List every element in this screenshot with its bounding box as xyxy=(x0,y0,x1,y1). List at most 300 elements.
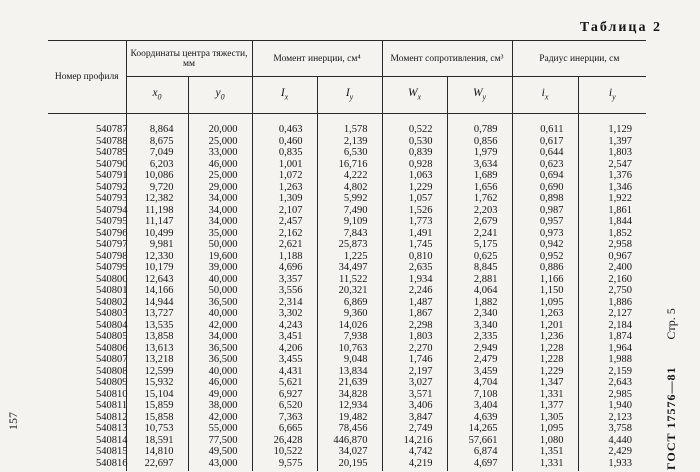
value-cell: 0,942 xyxy=(512,239,578,251)
value-cell: 3,406 xyxy=(382,400,447,412)
table-row xyxy=(48,435,646,447)
profile-number-cell: 540807 xyxy=(96,354,128,365)
value-cell: 1,803 xyxy=(382,331,447,343)
profile-number-cell: 540791 xyxy=(96,170,128,181)
value-cell: 7,108 xyxy=(447,389,512,401)
value-cell: 1,491 xyxy=(382,228,447,240)
table-row xyxy=(48,193,646,205)
value-cell: 1,129 xyxy=(578,124,646,136)
value-cell: 0,898 xyxy=(512,193,578,205)
table-row xyxy=(48,366,646,378)
value-cell: 2,749 xyxy=(382,423,447,435)
value-cell: 2,314 xyxy=(252,297,317,309)
header-wx: $W_x$ xyxy=(382,77,447,114)
value-cell: 1,263 xyxy=(512,308,578,320)
value-cell: 1,095 xyxy=(512,297,578,309)
value-cell: 4,704 xyxy=(447,377,512,389)
value-cell: 4,431 xyxy=(252,366,317,378)
value-cell: 40,000 xyxy=(188,274,252,286)
value-cell: 7,363 xyxy=(252,412,317,424)
value-cell: 1,228 xyxy=(512,343,578,355)
value-cell: 1,886 xyxy=(578,297,646,309)
value-cell: 1,080 xyxy=(512,435,578,447)
page-number: 157 xyxy=(6,412,20,430)
value-cell: 1,922 xyxy=(578,193,646,205)
value-cell: 20,195 xyxy=(317,458,382,471)
table-row xyxy=(48,251,646,263)
value-cell: 10,086 xyxy=(126,170,188,182)
value-cell: 0,856 xyxy=(447,136,512,148)
value-cell: 1,236 xyxy=(512,331,578,343)
value-cell: 1,228 xyxy=(512,354,578,366)
value-cell: 0,957 xyxy=(512,216,578,228)
value-cell: 38,000 xyxy=(188,400,252,412)
profile-number-cell: 540789 xyxy=(96,147,128,158)
value-cell: 1,150 xyxy=(512,285,578,297)
value-cell: 39,000 xyxy=(188,262,252,274)
value-cell: 4,696 xyxy=(252,262,317,274)
value-cell: 0,522 xyxy=(382,124,447,136)
header-y0: $y_0$ xyxy=(188,77,252,114)
value-cell: 2,679 xyxy=(447,216,512,228)
value-cell: 2,335 xyxy=(447,331,512,343)
value-cell: 0,952 xyxy=(512,251,578,263)
value-cell: 9,720 xyxy=(126,182,188,194)
gost-number: ГОСТ 17576—81 xyxy=(664,366,678,470)
value-cell: 46,000 xyxy=(188,159,252,171)
profile-number-cell: 540794 xyxy=(96,204,128,216)
profile-number-cell: 540788 xyxy=(96,135,128,147)
header-inertia: Момент инерции, см⁴ xyxy=(252,41,382,77)
value-cell: 10,763 xyxy=(317,343,382,355)
value-cell: 4,742 xyxy=(382,446,447,458)
value-cell: 0,690 xyxy=(512,182,578,194)
value-cell: 2,429 xyxy=(578,446,646,458)
value-cell: 34,497 xyxy=(317,262,382,274)
value-cell: 34,000 xyxy=(188,193,252,205)
value-cell: 8,675 xyxy=(126,136,188,148)
profile-number-cell: 540806 xyxy=(96,342,128,354)
value-cell: 0,886 xyxy=(512,262,578,274)
value-cell: 11,198 xyxy=(126,205,188,217)
profile-number-cell: 540804 xyxy=(96,319,128,331)
value-cell: 7,490 xyxy=(317,205,382,217)
value-cell: 36,500 xyxy=(188,354,252,366)
value-cell: 4,440 xyxy=(578,435,646,447)
value-cell: 1,746 xyxy=(382,354,447,366)
value-cell: 5,175 xyxy=(447,239,512,251)
header-nomer: Номер профиля xyxy=(48,41,126,114)
value-cell: 2,340 xyxy=(447,308,512,320)
profile-number-cell: 540795 xyxy=(96,216,128,227)
value-cell: 2,881 xyxy=(447,274,512,286)
value-cell: 11,522 xyxy=(317,274,382,286)
profile-number-cell: 540809 xyxy=(96,377,128,388)
value-cell: 1,351 xyxy=(512,446,578,458)
value-cell: 10,499 xyxy=(126,228,188,240)
value-cell: 13,613 xyxy=(126,343,188,355)
value-cell: 2,162 xyxy=(252,228,317,240)
value-cell: 34,027 xyxy=(317,446,382,458)
value-cell: 0,623 xyxy=(512,159,578,171)
value-cell: 16,716 xyxy=(317,159,382,171)
value-cell: 1,229 xyxy=(512,366,578,378)
value-cell: 2,107 xyxy=(252,205,317,217)
value-cell: 2,197 xyxy=(382,366,447,378)
value-cell: 7,938 xyxy=(317,331,382,343)
value-cell: 19,482 xyxy=(317,412,382,424)
value-cell: 2,241 xyxy=(447,228,512,240)
header-ix: $I_x$ xyxy=(252,77,317,114)
table-row xyxy=(48,423,646,435)
value-cell: 4,639 xyxy=(447,412,512,424)
value-cell: 4,064 xyxy=(447,285,512,297)
value-cell: 1,882 xyxy=(447,297,512,309)
value-cell: 33,000 xyxy=(188,147,252,159)
value-cell: 42,000 xyxy=(188,320,252,332)
value-cell: 25,873 xyxy=(317,239,382,251)
value-cell: 2,298 xyxy=(382,320,447,332)
value-cell: 36,500 xyxy=(188,343,252,355)
value-cell: 8,864 xyxy=(126,124,188,136)
table-body xyxy=(48,114,646,471)
value-cell: 34,000 xyxy=(188,216,252,228)
value-cell: 34,828 xyxy=(317,389,382,401)
value-cell: 2,160 xyxy=(578,274,646,286)
value-cell: 18,591 xyxy=(126,435,188,447)
value-cell: 11,147 xyxy=(126,216,188,228)
value-cell: 1,745 xyxy=(382,239,447,251)
profile-number-cell: 540799 xyxy=(96,262,128,273)
value-cell: 2,635 xyxy=(382,262,447,274)
value-cell: 55,000 xyxy=(188,423,252,435)
value-cell: 10,522 xyxy=(252,446,317,458)
value-cell: 1,397 xyxy=(578,136,646,148)
value-cell: 1,001 xyxy=(252,159,317,171)
value-cell: 2,985 xyxy=(578,389,646,401)
header-iy: $I_y$ xyxy=(317,77,382,114)
value-cell: 1,188 xyxy=(252,251,317,263)
value-cell: 78,456 xyxy=(317,423,382,435)
value-cell: 9,575 xyxy=(252,458,317,471)
value-cell: 25,000 xyxy=(188,170,252,182)
value-cell: 1,377 xyxy=(512,400,578,412)
header-ry: $i_y$ xyxy=(578,77,646,114)
value-cell: 10,179 xyxy=(126,262,188,274)
value-cell: 1,309 xyxy=(252,193,317,205)
table-row xyxy=(48,159,646,171)
value-cell: 1,762 xyxy=(447,193,512,205)
value-cell: 0,625 xyxy=(447,251,512,263)
value-cell: 1,964 xyxy=(578,343,646,355)
value-cell: 3,357 xyxy=(252,274,317,286)
value-cell: 4,243 xyxy=(252,320,317,332)
value-cell: 3,451 xyxy=(252,331,317,343)
value-cell: 20,321 xyxy=(317,285,382,297)
value-cell: 9,048 xyxy=(317,354,382,366)
table-row xyxy=(48,320,646,332)
profile-number-cell: 540796 xyxy=(96,227,128,239)
value-cell: 19,600 xyxy=(188,251,252,263)
profile-number-cell: 540797 xyxy=(96,239,128,250)
value-cell: 6,927 xyxy=(252,389,317,401)
profile-number-cell: 540805 xyxy=(96,331,128,342)
value-cell: 40,000 xyxy=(188,366,252,378)
value-cell: 2,479 xyxy=(447,354,512,366)
value-cell: 43,000 xyxy=(188,458,252,471)
value-cell: 1,844 xyxy=(578,216,646,228)
value-cell: 1,803 xyxy=(578,147,646,159)
value-cell: 2,246 xyxy=(382,285,447,297)
value-cell: 3,571 xyxy=(382,389,447,401)
profile-number-cell: 540815 xyxy=(96,446,128,457)
table-row xyxy=(48,297,646,309)
value-cell: 1,773 xyxy=(382,216,447,228)
value-cell: 1,933 xyxy=(578,458,646,471)
profile-number-cell: 540803 xyxy=(96,308,128,319)
value-cell: 3,459 xyxy=(447,366,512,378)
value-cell: 2,457 xyxy=(252,216,317,228)
value-cell: 1,656 xyxy=(447,182,512,194)
table-row xyxy=(48,377,646,389)
header-resistance: Момент сопротивления, см³ xyxy=(382,41,512,77)
gost-side-label xyxy=(664,308,679,470)
table-row xyxy=(48,400,646,412)
value-cell: 1,934 xyxy=(382,274,447,286)
value-cell: 6,874 xyxy=(447,446,512,458)
profile-number-cell: 540816 xyxy=(96,458,128,470)
value-cell: 14,265 xyxy=(447,423,512,435)
value-cell: 2,203 xyxy=(447,205,512,217)
value-cell: 2,184 xyxy=(578,320,646,332)
value-cell: 12,382 xyxy=(126,193,188,205)
value-cell: 2,270 xyxy=(382,343,447,355)
value-cell: 9,109 xyxy=(317,216,382,228)
value-cell: 3,455 xyxy=(252,354,317,366)
profile-number-cell: 540801 xyxy=(96,285,128,296)
value-cell: 46,000 xyxy=(188,377,252,389)
value-cell: 14,944 xyxy=(126,297,188,309)
value-cell: 0,967 xyxy=(578,251,646,263)
value-cell: 2,123 xyxy=(578,412,646,424)
value-cell: 0,617 xyxy=(512,136,578,148)
profile-number-cell: 540790 xyxy=(96,158,128,170)
value-cell: 7,049 xyxy=(126,147,188,159)
value-cell: 13,834 xyxy=(317,366,382,378)
value-cell: 8,845 xyxy=(447,262,512,274)
value-cell: 2,621 xyxy=(252,239,317,251)
value-cell: 13,218 xyxy=(126,354,188,366)
value-cell: 2,139 xyxy=(317,136,382,148)
table-row xyxy=(48,205,646,217)
value-cell: 2,159 xyxy=(578,366,646,378)
value-cell: 0,839 xyxy=(382,147,447,159)
value-cell: 2,127 xyxy=(578,308,646,320)
page-ref: Стр. 5 xyxy=(664,308,678,340)
table-row xyxy=(48,147,646,159)
value-cell: 1,166 xyxy=(512,274,578,286)
value-cell: 9,360 xyxy=(317,308,382,320)
value-cell: 1,861 xyxy=(578,205,646,217)
profile-number-cell: 540802 xyxy=(96,296,128,308)
value-cell: 26,428 xyxy=(252,435,317,447)
value-cell: 49,500 xyxy=(188,446,252,458)
value-cell: 0,987 xyxy=(512,205,578,217)
value-cell: 1,376 xyxy=(578,170,646,182)
table-row xyxy=(48,228,646,240)
value-cell: 42,000 xyxy=(188,412,252,424)
value-cell: 6,520 xyxy=(252,400,317,412)
table-row xyxy=(48,458,646,471)
value-cell: 14,026 xyxy=(317,320,382,332)
value-cell: 2,643 xyxy=(578,377,646,389)
value-cell: 0,463 xyxy=(252,124,317,136)
value-cell: 49,000 xyxy=(188,389,252,401)
profile-number-cell: 540787 xyxy=(96,124,128,135)
table-row xyxy=(48,182,646,194)
profile-number-cell: 540813 xyxy=(96,423,128,434)
value-cell: 3,758 xyxy=(578,423,646,435)
profile-number-cell: 540808 xyxy=(96,365,128,377)
header-radius: Радиус инерции, см xyxy=(512,41,646,77)
value-cell: 13,535 xyxy=(126,320,188,332)
value-cell: 0,530 xyxy=(382,136,447,148)
profile-number-cell: 540811 xyxy=(96,400,128,411)
value-cell: 29,000 xyxy=(188,182,252,194)
profile-table xyxy=(48,40,646,471)
value-cell: 35,000 xyxy=(188,228,252,240)
value-cell: 4,206 xyxy=(252,343,317,355)
value-cell: 0,644 xyxy=(512,147,578,159)
value-cell: 2,958 xyxy=(578,239,646,251)
table-row xyxy=(48,239,646,251)
table-row xyxy=(48,354,646,366)
table-row xyxy=(48,412,646,424)
value-cell: 1,979 xyxy=(447,147,512,159)
value-cell: 34,000 xyxy=(188,331,252,343)
value-cell: 12,330 xyxy=(126,251,188,263)
value-cell: 15,932 xyxy=(126,377,188,389)
value-cell: 3,847 xyxy=(382,412,447,424)
profile-number-cell: 540814 xyxy=(96,434,128,446)
value-cell: 3,634 xyxy=(447,159,512,171)
table-row xyxy=(48,446,646,458)
value-cell: 14,216 xyxy=(382,435,447,447)
value-cell: 6,530 xyxy=(317,147,382,159)
value-cell: 2,547 xyxy=(578,159,646,171)
value-cell: 1,331 xyxy=(512,389,578,401)
value-cell: 0,810 xyxy=(382,251,447,263)
profile-number-cell: 540812 xyxy=(96,411,128,423)
value-cell: 1,526 xyxy=(382,205,447,217)
value-cell: 1,867 xyxy=(382,308,447,320)
value-cell: 20,000 xyxy=(188,124,252,136)
value-cell: 0,928 xyxy=(382,159,447,171)
value-cell: 34,000 xyxy=(188,205,252,217)
value-cell: 1,063 xyxy=(382,170,447,182)
table-row xyxy=(48,216,646,228)
value-cell: 14,810 xyxy=(126,446,188,458)
value-cell: 15,104 xyxy=(126,389,188,401)
value-cell: 0,973 xyxy=(512,228,578,240)
table-row xyxy=(48,343,646,355)
table-row xyxy=(48,331,646,343)
profile-number-cell: 540798 xyxy=(96,250,128,262)
value-cell: 1,347 xyxy=(512,377,578,389)
value-cell: 50,000 xyxy=(188,239,252,251)
value-cell: 2,400 xyxy=(578,262,646,274)
value-cell: 6,203 xyxy=(126,159,188,171)
table-row xyxy=(48,274,646,286)
value-cell: 36,500 xyxy=(188,297,252,309)
value-cell: 1,263 xyxy=(252,182,317,194)
value-cell: 3,302 xyxy=(252,308,317,320)
value-cell: 1,057 xyxy=(382,193,447,205)
value-cell: 3,340 xyxy=(447,320,512,332)
value-cell: 10,753 xyxy=(126,423,188,435)
value-cell: 5,621 xyxy=(252,377,317,389)
value-cell: 7,843 xyxy=(317,228,382,240)
value-cell: 13,858 xyxy=(126,331,188,343)
header-coords: Координаты центра тяжести, мм xyxy=(126,41,252,77)
header-rx: $i_x$ xyxy=(512,77,578,114)
table-row xyxy=(48,170,646,182)
value-cell: 1,689 xyxy=(447,170,512,182)
value-cell: 446,870 xyxy=(317,435,382,447)
table-row xyxy=(48,136,646,148)
value-cell: 77,500 xyxy=(188,435,252,447)
value-cell: 22,697 xyxy=(126,458,188,471)
value-cell: 4,219 xyxy=(382,458,447,471)
value-cell: 12,643 xyxy=(126,274,188,286)
table-row xyxy=(48,124,646,136)
value-cell: 21,639 xyxy=(317,377,382,389)
value-cell: 0,460 xyxy=(252,136,317,148)
value-cell: 15,858 xyxy=(126,412,188,424)
value-cell: 1,229 xyxy=(382,182,447,194)
value-cell: 3,027 xyxy=(382,377,447,389)
profile-number-cell: 540793 xyxy=(96,193,128,204)
value-cell: 1,225 xyxy=(317,251,382,263)
value-cell: 1,988 xyxy=(578,354,646,366)
value-cell: 4,697 xyxy=(447,458,512,471)
profile-number-cell: 540792 xyxy=(96,181,128,193)
value-cell: 0,694 xyxy=(512,170,578,182)
value-cell: 0,789 xyxy=(447,124,512,136)
value-cell: 12,599 xyxy=(126,366,188,378)
header-wy: $W_y$ xyxy=(447,77,512,114)
value-cell: 1,578 xyxy=(317,124,382,136)
header-x0: $x_0$ xyxy=(126,77,188,114)
value-cell: 14,166 xyxy=(126,285,188,297)
value-cell: 4,802 xyxy=(317,182,382,194)
value-cell: 0,611 xyxy=(512,124,578,136)
table-caption: Таблица 2 xyxy=(579,20,662,35)
value-cell: 1,487 xyxy=(382,297,447,309)
value-cell: 6,869 xyxy=(317,297,382,309)
value-cell: 9,981 xyxy=(126,239,188,251)
value-cell: 2,949 xyxy=(447,343,512,355)
value-cell: 0,835 xyxy=(252,147,317,159)
value-cell: 1,095 xyxy=(512,423,578,435)
value-cell: 1,940 xyxy=(578,400,646,412)
value-cell: 1,346 xyxy=(578,182,646,194)
value-cell: 1,331 xyxy=(512,458,578,471)
value-cell: 1,874 xyxy=(578,331,646,343)
table-row xyxy=(48,308,646,320)
value-cell: 1,072 xyxy=(252,170,317,182)
value-cell: 5,992 xyxy=(317,193,382,205)
